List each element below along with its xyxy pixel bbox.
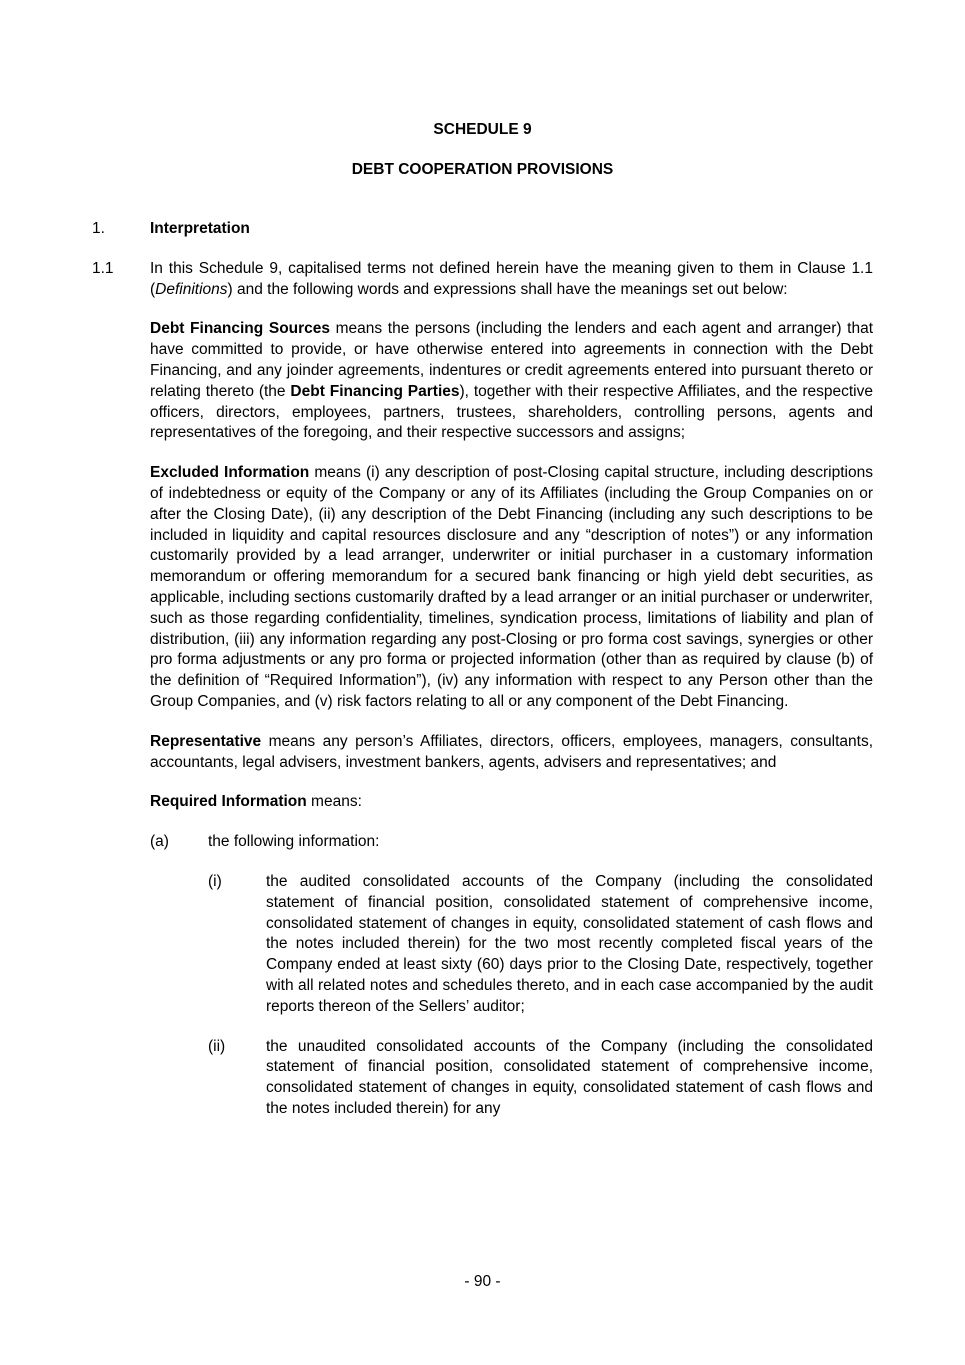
clause-number: 1. [92, 220, 105, 237]
list-item-a [150, 832, 873, 853]
text-run: the following information: [208, 833, 380, 851]
text-run: the audited consolidated accounts of the Company (including the consolidated statement of financial position, consolidated statement of comprehensive income, consolidated statement of changes in equity, consolidated statement of cash flows and the notes included therein) for the two most recently completed fiscal years of the Company ended at least sixty (60) days prior to the Closing Date, respectively, together with all related notes and schedules thereto, and in each case accompanied by the audit reports thereon of the Sellers’ auditor; [266, 872, 873, 1015]
list-item-text [208, 832, 873, 853]
schedule-title: SCHEDULE 9 [433, 121, 532, 138]
italic-text-run: Definitions [155, 280, 228, 298]
list-item-text [266, 872, 873, 1018]
text-run: means: [306, 793, 362, 811]
definition-representative [150, 732, 873, 774]
page-number: - 90 - [464, 1273, 501, 1290]
list-item-marker: (a) [150, 833, 169, 851]
bold-text-run: Excluded Information [150, 464, 310, 482]
clause-number: 1.1 [92, 259, 114, 277]
text-run: means any person’s Affiliates, directors, officers, employees, managers, consultants, accountants, legal advisers, investment bankers, agents, advisers and representatives; and [150, 732, 873, 771]
clause-1-interpretation-heading [92, 219, 873, 240]
list-item-text [266, 1037, 873, 1120]
schedule-subtitle: DEBT COOPERATION PROVISIONS [351, 161, 614, 178]
document-page-content [92, 119, 873, 1139]
bold-text-run: Interpretation [150, 220, 250, 237]
list-item-marker: (i) [208, 872, 222, 890]
definition-debt-financing-sources [150, 319, 873, 444]
text-run: means the persons (including the lenders and each agent and arranger) that have committed to provide, or have otherwise entered into agreements in connection with the Debt Financing, and any joinder agreements, indentures or credit agreements entered into pursuant thereto or relating thereto (the [150, 320, 874, 400]
definition-excluded-information [150, 463, 873, 713]
text-run: ) and the following words and expressions shall have the meanings set out below: [227, 280, 788, 298]
list-item-marker: (ii) [208, 1037, 226, 1055]
list-item-ii [208, 1037, 873, 1120]
text-run: means (i) any description of post-Closing capital structure, including descriptions of indebtedness or equity of the Company or any of its Affiliates (including the Group Companies on or after the Closing Date), (ii) any description of the Debt Financing (including any such descriptions to be included in liquidity and capital resources disclosure and any “description of notes”) or any information customarily provided by a lead arranger, underwriter or initial purchaser in a customary information memorandum or offering memorandum for a secured bank financing or high yield debt securities, as applicable, including sections customarily drafted by a lead arranger or an initial purchaser or underwriter, such as those regarding confidentiality, timelines, syndication process, limitations of liability and plan of distribution, (iii) any information regarding any post-Closing or pro forma cost savings, synergies or other pro forma adjustments or any pro forma or projected information (other than as required by clause (b) of the definition of “Required Information”), (iv) any information with respect to any Person other than the Group Companies, and (v) risk factors relating to all or any component of the Debt Financing. [150, 464, 873, 710]
text-run: In this Schedule 9, capitalised terms not defined herein have the meaning given to them in Clause 1.1 ( [150, 259, 873, 298]
clause-1-1 [92, 259, 873, 301]
definition-required-information [150, 792, 873, 813]
list-item-i [208, 872, 873, 1018]
bold-text-run: Debt Financing Sources [150, 320, 331, 338]
clause-heading-text [150, 219, 873, 240]
bold-text-run: Required Information [150, 793, 307, 811]
bold-text-run: Representative [150, 732, 262, 750]
text-run: the unaudited consolidated accounts of the Company (including the consolidated statement of financial position, consolidated statement of comprehensive income, consolidated statement of changes in equity, consolidated statement of cash flows and the notes included therein) for any [266, 1037, 873, 1117]
clause-text [150, 259, 873, 301]
text-run: ), together with their respective Affiliates, and the respective officers, directors, employees, partners, trustees, shareholders, controlling persons, agents and representatives of the foregoing, and their respective successors and assigns; [150, 382, 873, 442]
bold-text-run: Debt Financing Parties [290, 382, 460, 400]
